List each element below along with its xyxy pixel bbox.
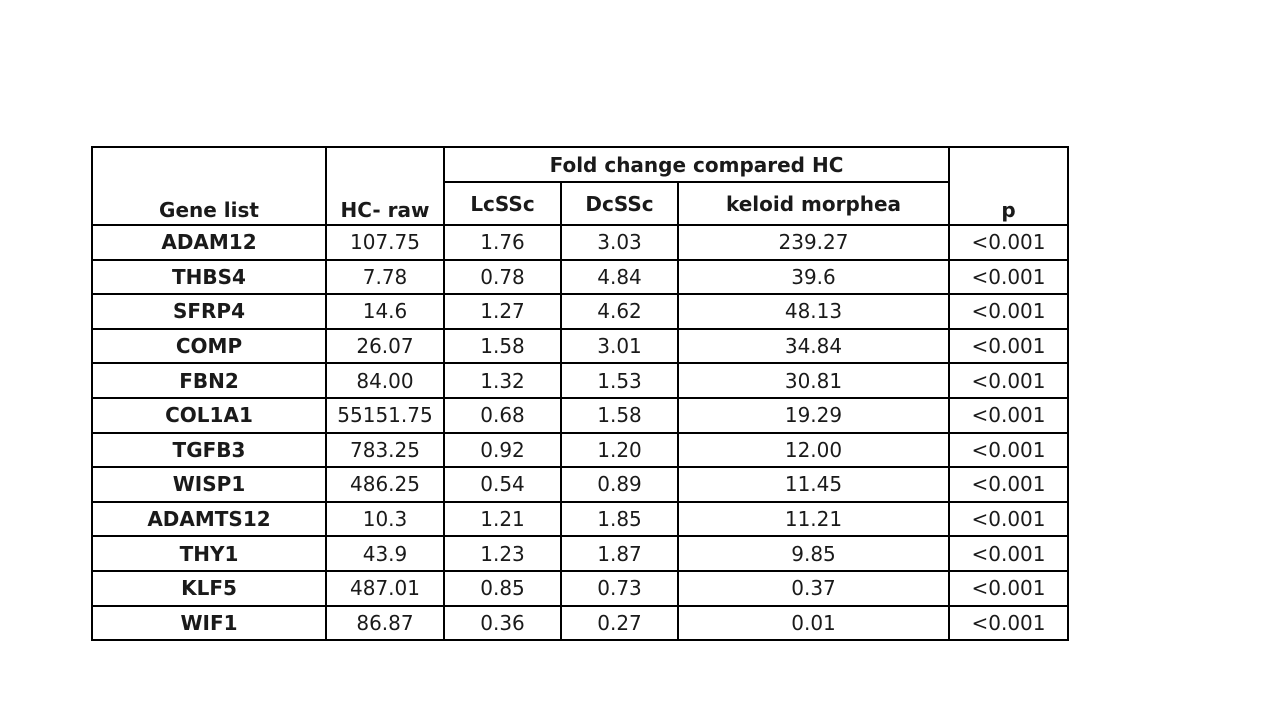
keloid-morphea-cell: 0.37 [678, 571, 949, 606]
gene-name-cell: WISP1 [92, 467, 326, 502]
gene-name-cell: COL1A1 [92, 398, 326, 433]
lcssc-cell: 0.54 [444, 467, 561, 502]
dcssc-cell: 1.85 [561, 502, 678, 537]
table-row [92, 571, 1068, 606]
p-value-cell: <0.001 [949, 502, 1068, 537]
hc-raw-cell: 84.00 [326, 363, 444, 398]
lcssc-cell: 0.78 [444, 260, 561, 295]
keloid-morphea-cell: 9.85 [678, 536, 949, 571]
keloid-morphea-cell: 48.13 [678, 294, 949, 329]
dcssc-cell: 3.03 [561, 225, 678, 260]
p-value-cell: <0.001 [949, 329, 1068, 364]
dcssc-cell: 1.20 [561, 433, 678, 468]
dcssc-cell: 4.84 [561, 260, 678, 295]
p-value-cell: <0.001 [949, 398, 1068, 433]
keloid-morphea-cell: 11.21 [678, 502, 949, 537]
hc-raw-cell: 43.9 [326, 536, 444, 571]
lcssc-cell: 1.23 [444, 536, 561, 571]
table-row [92, 329, 1068, 364]
gene-name-cell: THY1 [92, 536, 326, 571]
lcssc-cell: 1.21 [444, 502, 561, 537]
dcssc-cell: 1.53 [561, 363, 678, 398]
hc-raw-cell: 86.87 [326, 606, 444, 641]
hc-raw-cell: 783.25 [326, 433, 444, 468]
p-value-cell: <0.001 [949, 260, 1068, 295]
table-body [92, 225, 1068, 640]
table-row [92, 467, 1068, 502]
hc-raw-cell: 26.07 [326, 329, 444, 364]
hc-raw-cell: 14.6 [326, 294, 444, 329]
lcssc-cell: 1.32 [444, 363, 561, 398]
lcssc-cell: 1.58 [444, 329, 561, 364]
keloid-morphea-cell: 34.84 [678, 329, 949, 364]
gene-name-cell: KLF5 [92, 571, 326, 606]
dcssc-cell: 0.73 [561, 571, 678, 606]
dcssc-cell: 4.62 [561, 294, 678, 329]
dcssc-cell: 1.87 [561, 536, 678, 571]
gene-name-cell: TGFB3 [92, 433, 326, 468]
keloid-morphea-cell: 19.29 [678, 398, 949, 433]
header-gene-list: Gene list [92, 147, 326, 225]
hc-raw-cell: 486.25 [326, 467, 444, 502]
header-p-value: p [949, 147, 1068, 225]
lcssc-cell: 0.36 [444, 606, 561, 641]
gene-name-cell: SFRP4 [92, 294, 326, 329]
keloid-morphea-cell: 239.27 [678, 225, 949, 260]
lcssc-cell: 0.92 [444, 433, 561, 468]
hc-raw-cell: 107.75 [326, 225, 444, 260]
p-value-cell: <0.001 [949, 536, 1068, 571]
dcssc-cell: 3.01 [561, 329, 678, 364]
gene-fold-change-table [91, 146, 1069, 641]
keloid-morphea-cell: 11.45 [678, 467, 949, 502]
p-value-cell: <0.001 [949, 363, 1068, 398]
lcssc-cell: 1.27 [444, 294, 561, 329]
header-dcssc: DcSSc [561, 182, 678, 225]
gene-name-cell: ADAM12 [92, 225, 326, 260]
hc-raw-cell: 55151.75 [326, 398, 444, 433]
lcssc-cell: 0.85 [444, 571, 561, 606]
p-value-cell: <0.001 [949, 571, 1068, 606]
lcssc-cell: 0.68 [444, 398, 561, 433]
dcssc-cell: 0.89 [561, 467, 678, 502]
gene-name-cell: FBN2 [92, 363, 326, 398]
p-value-cell: <0.001 [949, 294, 1068, 329]
keloid-morphea-cell: 12.00 [678, 433, 949, 468]
gene-name-cell: THBS4 [92, 260, 326, 295]
hc-raw-cell: 487.01 [326, 571, 444, 606]
keloid-morphea-cell: 0.01 [678, 606, 949, 641]
gene-name-cell: COMP [92, 329, 326, 364]
lcssc-cell: 1.76 [444, 225, 561, 260]
table-row [92, 294, 1068, 329]
table-row [92, 363, 1068, 398]
header-keloid-morphea: keloid morphea [678, 182, 949, 225]
table-row [92, 502, 1068, 537]
gene-name-cell: WIF1 [92, 606, 326, 641]
p-value-cell: <0.001 [949, 433, 1068, 468]
table-row [92, 398, 1068, 433]
hc-raw-cell: 7.78 [326, 260, 444, 295]
table-row [92, 433, 1068, 468]
dcssc-cell: 0.27 [561, 606, 678, 641]
dcssc-cell: 1.58 [561, 398, 678, 433]
header-lcssc: LcSSc [444, 182, 561, 225]
hc-raw-cell: 10.3 [326, 502, 444, 537]
p-value-cell: <0.001 [949, 225, 1068, 260]
table-row [92, 606, 1068, 641]
table-row [92, 225, 1068, 260]
table-row [92, 260, 1068, 295]
table-row [92, 536, 1068, 571]
gene-name-cell: ADAMTS12 [92, 502, 326, 537]
header-fold-change-group: Fold change compared HC [444, 147, 949, 182]
p-value-cell: <0.001 [949, 606, 1068, 641]
keloid-morphea-cell: 30.81 [678, 363, 949, 398]
p-value-cell: <0.001 [949, 467, 1068, 502]
header-hc-raw: HC- raw [326, 147, 444, 225]
keloid-morphea-cell: 39.6 [678, 260, 949, 295]
